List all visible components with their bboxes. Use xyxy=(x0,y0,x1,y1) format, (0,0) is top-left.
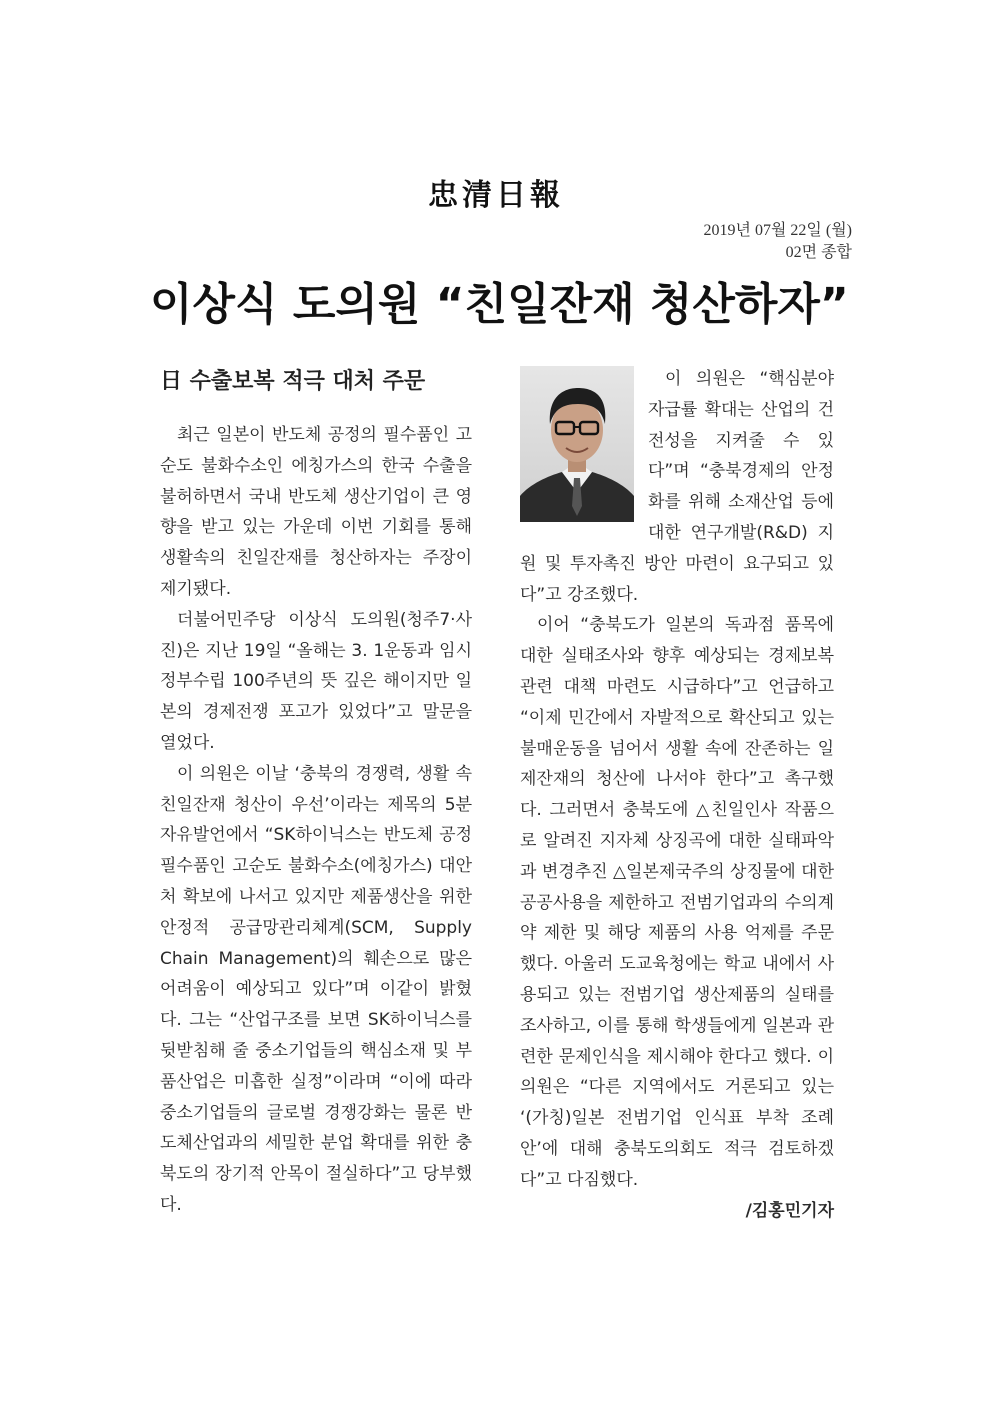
article-column-left xyxy=(160,420,472,1221)
person-portrait-icon xyxy=(520,366,634,522)
article-subhead: 日 수출보복 적극 대처 주문 xyxy=(160,369,426,394)
paragraph: 이어 “충북도가 일본의 독과점 품목에 대한 실태조사와 향후 예상되는 경제보복 관련 대책 마련도 시급하다”고 언급하고 “이제 민간에서 자발적으로 확산되고 있는 불매운동을 넘어서 생활 속에 잔존하는 일제잔재의 청산에 나서야 한다”고 촉구했다. 그러면서 충북도에 △친일인사 작품으로 알려진 지자체 상징곡에 대한 실태파악과 변경추진 △일본제국주의 상징물에 대한 공공사용을 제한하고 전범기업과의 수의계약 제한 및 해당 제품의 사용 억제를 주문했다. 아울러 도교육청에는 학교 내에서 사용되고 있는 전범기업 생산제품의 실태를 조사하고, 이를 통해 학생들에게 일본과 관련한 문제인식을 제시해야 한다고 했다. 이 의원은 “다른 지역에서도 거론되고 있는 ‘(가칭)일본 전범기업 인식표 부착 조례안’에 대해 충북도의회도 적극 검토하겠다”고 다짐했다. xyxy=(520,615,834,1190)
byline: /김홍민기자 xyxy=(745,1200,834,1221)
page-section: 02면 종합 xyxy=(785,244,852,261)
councilor-photo xyxy=(520,366,634,522)
newspaper-masthead: 忠清日報 xyxy=(428,178,564,213)
article-headline: 이상식 도의원 “친일잔재 청산하자” xyxy=(150,279,849,330)
paragraph: 최근 일본이 반도체 공정의 필수품인 고순도 불화수소인 에칭가스의 한국 수출을 불허하면서 국내 반도체 생산기업이 큰 영향을 받고 있는 가운데 이번 기회를 통해 생활속의 친일잔재를 청산하자는 주장이 제기됐다. xyxy=(160,425,472,599)
paragraph: 이 의원은 “핵심분야 자급률 확대는 산업의 건전성을 지켜줄 수 있다”며 “충북경제의 안정화를 위해 소재산업 등에 대한 연구개발(R&D) 지원 및 투자촉진 방안 마련이 요구되고 있다”고 강조했다. xyxy=(520,369,834,605)
paragraph: 이 의원은 이날 ‘충북의 경쟁력, 생활 속 친일잔재 청산이 우선’이라는 제목의 5분 자유발언에서 “SK하이닉스는 반도체 공정 필수품인 고순도 불화수소(에칭가스) 대안처 확보에 나서고 있지만 제품생산을 위한 안정적 공급망관리체계(SCM, Supply Chain Management)의 훼손으로 많은 어려움이 예상되고 있다”며 이같이 밝혔다. 그는 “산업구조를 보면 SK하이닉스를 뒷받침해 줄 중소기업들의 핵심소재 및 부품산업은 미흡한 실정”이라며 “이에 따라 중소기업들의 글로벌 경쟁강화는 물론 반도체산업과의 세밀한 분업 확대를 위한 충북도의 장기적 안목이 절실하다”고 당부했다. xyxy=(160,763,472,1215)
dateline xyxy=(704,220,852,264)
paragraph: 더불어민주당 이상식 도의원(청주7·사진)은 지난 19일 “올해는 3. 1운동과 임시정부수립 100주년의 뜻 깊은 해이지만 일본의 경제전쟁 포고가 있었다”고 말문을 열었다. xyxy=(160,609,472,753)
publication-date: 2019년 07월 22일 (월) xyxy=(703,222,852,239)
article-column-right xyxy=(520,364,834,1226)
